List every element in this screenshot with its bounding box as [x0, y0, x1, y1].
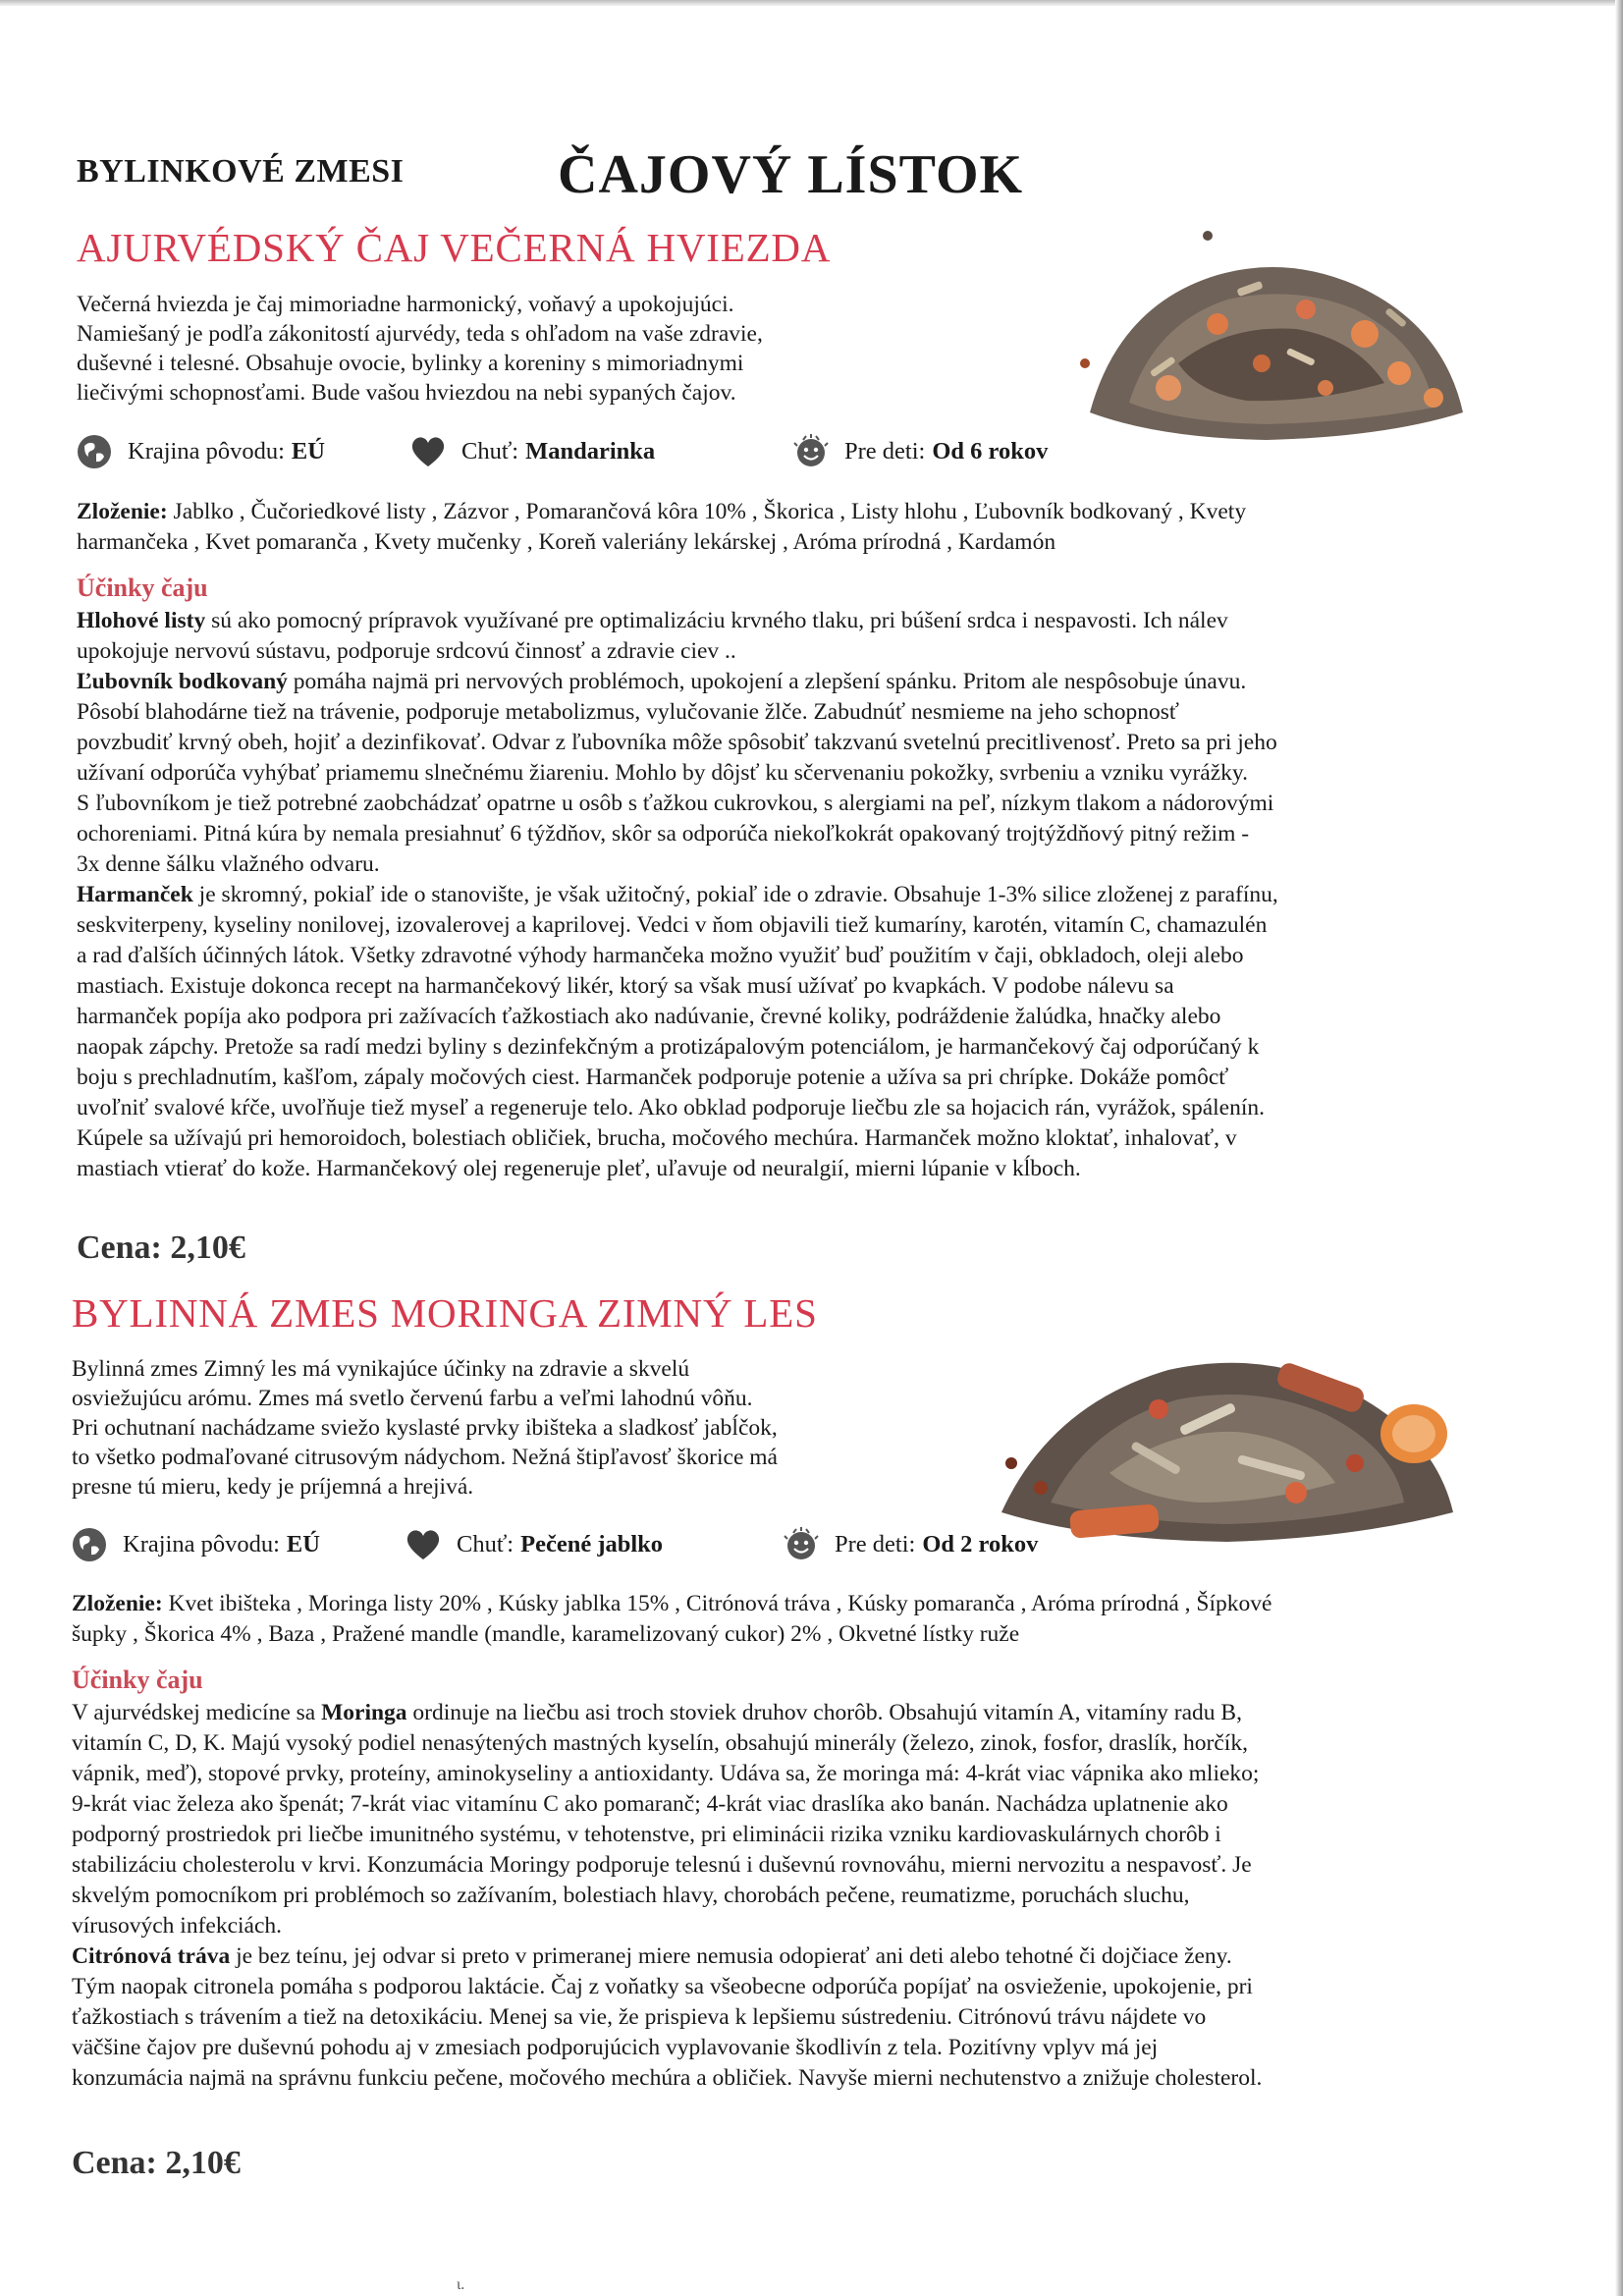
- effect-line: podporný prostriedok pri liečbe imunitného systému, v tehotenstve, pri eliminácii rizika vzniku kardiovaskulárnych chorôb i: [72, 1822, 1221, 1847]
- description-line: Večerná hviezda je čaj mimoriadne harmonický, voňavý a upokojujúci.: [77, 292, 734, 317]
- effect-line: S ľubovníkom je tiež potrebné zaobchádzať opatrne u osôb s ťažkou cukrovkou, s alergiami na peľ, nízkym tlakom a nádorovými: [77, 791, 1274, 816]
- effect-term: Ľubovník bodkovaný: [77, 669, 288, 694]
- effect-line: Pôsobí blahodárne tiež na trávenie, podporuje metabolizmus, vylučovanie žlče. Zabudnúť nesmieme na jeho schopnosť: [77, 699, 1179, 725]
- effect-line: V ajurvédskej medicíne sa Moringa ordinuje na liečbu asi troch stoviek druhov chorôb. Obsahujú vitamín A, vitamíny radu B,: [72, 1700, 1242, 1725]
- description-line: duševné i telesné. Obsahuje ovocie, bylinky a koreniny s mimoriadnymi: [77, 351, 744, 376]
- origin-label: Krajina pôvodu:: [123, 1531, 280, 1558]
- effect-line: harmanček popíja ako podpora pri zažívacích ťažkostiach ako nadúvanie, črevné koliky, podráždenie žalúdka, hnačky alebo: [77, 1004, 1221, 1029]
- effect-term: Moringa: [321, 1700, 407, 1725]
- effect-line: uvoľniť svalové kŕče, uvoľňuje tiež myseľ a regeneruje telo. Ako obklad podporuje liečbu zle sa hojacich rán, vyrážok, spálenín.: [77, 1095, 1266, 1121]
- taste-label: Chuť:: [457, 1531, 514, 1558]
- effect-line: 3x denne šálku vlažného odvaru.: [77, 851, 380, 877]
- kids-label: Pre deti:: [835, 1531, 916, 1558]
- description-line: to všetko podmaľované citrusovým nádychom. Nežná štipľavosť škorice má: [72, 1445, 778, 1470]
- heart-icon: [406, 1527, 441, 1562]
- taste-attribute: [410, 434, 655, 469]
- composition-line: harmančeka , Kvet pomaranča , Kvety mučenky , Koreň valeriány lekárskej , Aróma prírodná , Kardamón: [77, 529, 1056, 555]
- composition-line: Kvet ibišteka , Moringa listy 20% , Kúsky jablka 15% , Citrónová tráva , Kúsky pomaranča , Aróma prírodná , Šípkové: [168, 1591, 1272, 1616]
- effect-line: skvelým pomocníkom pri problémoch so zažívaním, bolestiach hlavy, chorobách pečene, reumatizme, poruchách sluchu,: [72, 1883, 1190, 1908]
- effect-line: 9-krát viac železa ako špenát; 7-krát viac vitamínu C ako pomaranč; 4-krát viac draslíka ako banán. Nachádza uplatnenie ako: [72, 1791, 1228, 1817]
- product-attributes: [77, 434, 1549, 473]
- description-line: osviežujúcu arómu. Zmes má svetlo červenú farbu a veľmi lahodnú vôňu.: [72, 1386, 753, 1411]
- effect-line: ťažkostiach s trávením a tiež na detoxikáciu. Menej sa vie, že prispieva k lepšiemu sústredeniu. Citrónovú trávu nájdete vo: [72, 2004, 1207, 2030]
- origin-attribute: [77, 434, 325, 469]
- composition-line: Jablko , Čučoriedkové listy , Zázvor , Pomarančová kôra 10% , Škorica , Listy hlohu , Ľubovník bodkovaný , Kvety: [173, 499, 1247, 524]
- effects-text: [72, 1698, 1262, 2094]
- effect-line: Harmanček je skromný, pokiaľ ide o stanovište, je však užitočný, pokiaľ ide o zdravie. Obsahuje 1-3% silice zloženej z parafínu,: [77, 882, 1278, 907]
- taste-label: Chuť:: [461, 438, 519, 465]
- kids-label: Pre deti:: [844, 438, 926, 465]
- origin-label: Krajina pôvodu:: [128, 438, 285, 465]
- effect-line: mastiach. Existuje dokonca recept na harmančekový likér, ktorý sa však musí užívať po kvapkách. V podobe nálevu sa: [77, 973, 1174, 999]
- effect-line: povzbudiť krvný obeh, hojiť a dezinfikovať. Odvar z ľubovníka môže spôsobiť takzvanú svetelnú precitlivenosť. Preto sa pri jeho: [77, 730, 1277, 755]
- composition-label: Zloženie:: [77, 499, 168, 524]
- effects-heading: Účinky čaju: [77, 574, 208, 602]
- effect-line: mastiach vtierať do kože. Harmančekový olej regeneruje pleť, uľavuje od neuralgií, mierni lúpanie v kĺboch.: [77, 1156, 1081, 1181]
- effect-line: ochoreniami. Pitná kúra by nemala presiahnuť 6 týždňov, skôr sa odporúča niekoľkokrát opakovaný trojtýždňový pitný režim -: [77, 821, 1250, 847]
- composition: [72, 1589, 1271, 1650]
- category-title: BYLINKOVÉ ZMESI: [77, 153, 405, 190]
- kids-attribute: [784, 1527, 1038, 1562]
- description-line: presne tú mieru, kedy je príjemná a hrejivá.: [72, 1474, 474, 1500]
- tea-blend-image: [982, 1316, 1463, 1552]
- description-line: Bylinná zmes Zimný les má vynikajúce účinky na zdravie a skvelú: [72, 1356, 690, 1382]
- product-title: BYLINNÁ ZMES MORINGA ZIMNÝ LES: [72, 1290, 818, 1336]
- scan-edge-top: [0, 0, 1623, 6]
- effect-line: a rad ďalších účinných látok. Všetky zdravotné výhody harmančeka možno využiť buď použitím v čaji, obkladoch, oleji alebo: [77, 943, 1244, 968]
- page-title: ČAJOVÝ LÍSTOK: [558, 144, 1024, 205]
- effect-line: Ľubovník bodkovaný pomáha najmä pri nervových problémoch, upokojení a zlepšení spánku. Pritom ale nespôsobuje únavu.: [77, 669, 1247, 694]
- effect-line: konzumácia najmä na správnu funkciu pečene, močového mechúra a obličiek. Navyše mierni nechutenstvo a znižuje cholesterol.: [72, 2065, 1263, 2091]
- composition-label: Zloženie:: [72, 1591, 163, 1616]
- effect-term: Hlohové listy: [77, 608, 206, 633]
- scan-edge-right: [1615, 0, 1623, 2296]
- effect-term: Harmanček: [77, 882, 193, 907]
- product-description: [72, 1354, 778, 1502]
- product-title: AJURVÉDSKÝ ČAJ VEČERNÁ HVIEZDA: [77, 225, 832, 270]
- origin-value: EÚ: [286, 1531, 320, 1558]
- effect-line: Tým naopak citronela pomáha s podporou laktácie. Čaj z voňatky sa všeobecne odporúča popíjať na osvieženie, upokojenie, pri: [72, 1974, 1253, 1999]
- price: Cena: 2,10€: [72, 2145, 241, 2181]
- heart-icon: [410, 434, 446, 469]
- kids-value: Od 2 rokov: [922, 1531, 1039, 1558]
- effect-line: Citrónová tráva je bez teínu, jej odvar si preto v primeranej miere nemusia odopierať ani deti alebo tehotné či dojčiace ženy.: [72, 1943, 1232, 1969]
- effects-text: [77, 606, 1278, 1184]
- kids-value: Od 6 rokov: [932, 438, 1049, 465]
- taste-value: Mandarinka: [525, 438, 656, 465]
- composition-line: šupky , Škorica 4% , Baza , Pražené mandle (mandle, karamelizovaný cukor) 2% , Okvetné lístky ruže: [72, 1621, 1020, 1647]
- effect-line: vírusových infekciách.: [72, 1913, 283, 1939]
- effects-heading: Účinky čaju: [72, 1666, 203, 1694]
- globe-icon: [72, 1527, 107, 1562]
- origin-value: EÚ: [291, 438, 325, 465]
- taste-attribute: [406, 1527, 663, 1562]
- globe-icon: [77, 434, 112, 469]
- page-mark: ι.: [457, 2276, 465, 2293]
- origin-attribute: [72, 1527, 320, 1562]
- smiley-icon: [784, 1527, 819, 1562]
- effect-line: užívaní odporúča vyhýbať priamemu slnečnému žiareniu. Mohlo by dôjsť ku sčervenaniu pokožky, svrbeniu a vzniku vyrážky.: [77, 760, 1249, 786]
- effect-line: Hlohové listy sú ako pomocný prípravok využívané pre optimalizáciu krvného tlaku, pri búšení srdca i nespavosti. Ich nálev: [77, 608, 1228, 633]
- effect-line: vápnik, meď), stopové prvky, proteíny, aminokyseliny a antioxidanty. Udáva sa, že moringa má: 4-krát viac vápnika ako mlieko;: [72, 1761, 1260, 1786]
- effect-line: seskviterpeny, kyseliny nonilovej, izovalerovej a kaprilovej. Vedci v ňom objavili tiež kumaríny, karotén, vitamín C, chamazulén: [77, 912, 1268, 938]
- description-line: Namiešaný je podľa zákonitostí ajurvédy, teda s ohľadom na vaše zdravie,: [77, 321, 763, 347]
- effect-term: Citrónová tráva: [72, 1943, 231, 1969]
- effect-line: väčšine čajov pre duševnú pohodu aj v zmesiach podporujúcich vyplavovanie škodlivín z tela. Pozitívny vplyv má jej: [72, 2035, 1159, 2060]
- taste-value: Pečené jablko: [520, 1531, 664, 1558]
- effect-line: vitamín C, D, K. Majú vysoký podiel nenasýtených mastných kyselín, obsahujú minerály (železo, zinok, fosfor, draslík, horčík,: [72, 1730, 1248, 1756]
- description-line: liečivými schopnosťami. Bude vašou hviezdou na nebi sypaných čajov.: [77, 380, 736, 406]
- product-attributes: [72, 1527, 1544, 1566]
- tea-blend-image: [1060, 216, 1483, 452]
- effect-line: upokojuje nervovú sústavu, podporuje srdcovú činnosť a zdravie ciev ..: [77, 638, 736, 664]
- effect-line: Kúpele sa užívajú pri hemoroidoch, bolestiach obličiek, brucha, močového mechúra. Harmanček možno kloktať, inhalovať, v: [77, 1125, 1237, 1151]
- effect-line: stabilizáciu cholesterolu v krvi. Konzumácia Moringy podporuje telesnú i duševnú rovnováhu, mierni nervozitu a nespavosť. Je: [72, 1852, 1252, 1878]
- effect-line: boju s prechladnutím, kašľom, zápaly močových ciest. Harmanček podporuje potenie a užíva sa pri chrípke. Dokáže pomôcť: [77, 1065, 1229, 1090]
- composition: [77, 497, 1246, 558]
- smiley-icon: [793, 434, 829, 469]
- product-description: [77, 290, 763, 408]
- description-line: Pri ochutnaní nachádzame sviežo kyslasté prvky ibišteka a sladkosť jabĺčok,: [72, 1415, 778, 1441]
- kids-attribute: [793, 434, 1048, 469]
- effect-line: naopak zápchy. Pretože sa radí medzi byliny s dezinfekčným a protizápalovým potenciálom, je harmančekový čaj odporúčaný k: [77, 1034, 1260, 1060]
- price: Cena: 2,10€: [77, 1230, 245, 1266]
